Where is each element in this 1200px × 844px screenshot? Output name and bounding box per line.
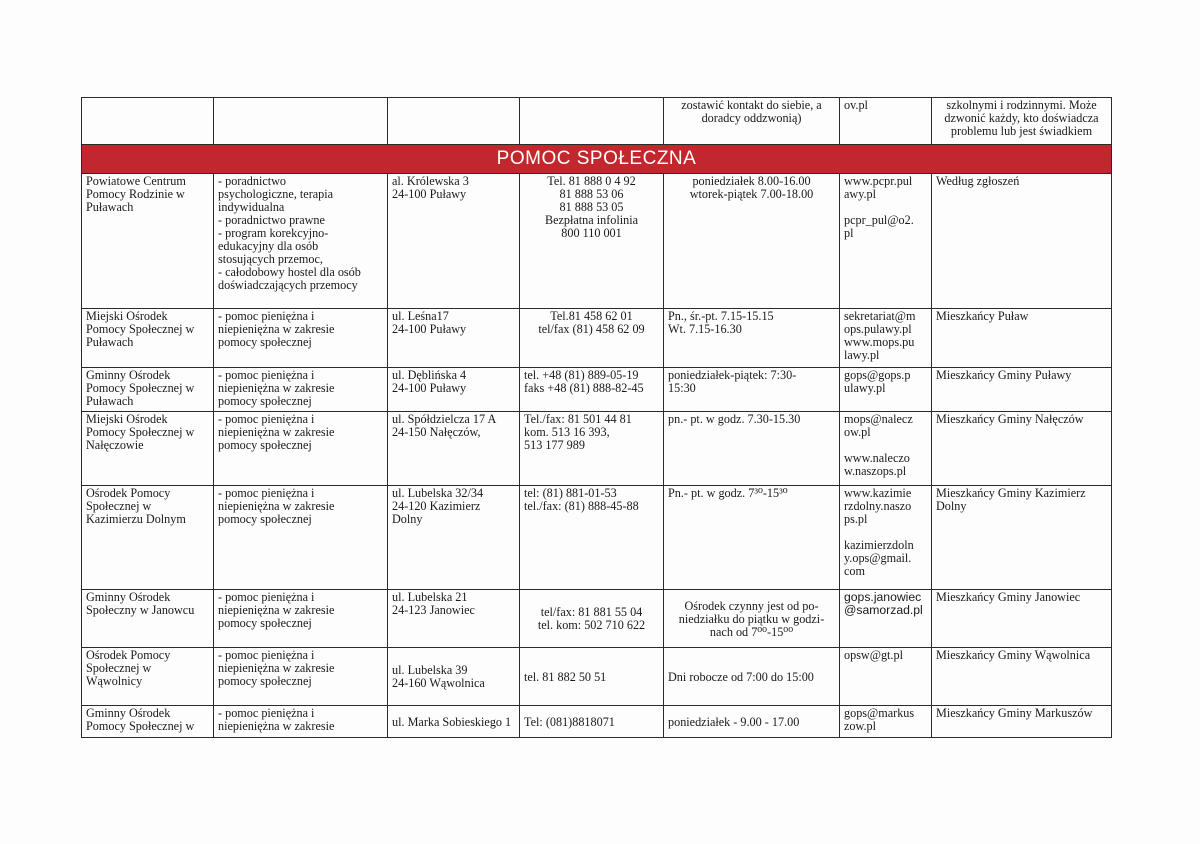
cell-who: Mieszkańcy Gminy Puławy [932, 368, 1112, 412]
cell-empty [82, 98, 214, 145]
cell-phone: tel. +48 (81) 889-05-19 faks +48 (81) 888-82-45 [520, 368, 664, 412]
cell-hours: Ośrodek czynny jest od po- niedziałku do piątku w godzi- nach od 7⁰⁰-15⁰⁰ [664, 590, 840, 648]
cell-services: - pomoc pieniężna i niepieniężna w zakresie pomocy społecznej [214, 412, 388, 486]
cell-address: ul. Lubelska 32/34 24-120 Kazimierz Dolny [388, 486, 520, 590]
cell-who: Mieszkańcy Gminy Janowiec [932, 590, 1112, 648]
cell-empty [388, 98, 520, 145]
table-row-continued [82, 98, 1112, 145]
cell-services: - pomoc pieniężna i niepieniężna w zakresie pomocy społecznej [214, 309, 388, 368]
table-row [82, 486, 1112, 590]
cell-services: - pomoc pieniężna i niepieniężna w zakresie [214, 706, 388, 738]
cell-institution: Powiatowe Centrum Pomocy Rodzinie w Puławach [82, 174, 214, 309]
cell-hours: poniedziałek-piątek: 7:30- 15:30 [664, 368, 840, 412]
cell-empty [214, 98, 388, 145]
cell-web: www.kazimie rzdolny.naszo ps.pl kazimierzdoln y.ops@gmail. com [840, 486, 932, 590]
cell-web: gops@markus zow.pl [840, 706, 932, 738]
cell-institution: Miejski Ośrodek Pomocy Społecznej w Nałęczowie [82, 412, 214, 486]
cell-address: al. Królewska 3 24-100 Puławy [388, 174, 520, 309]
cell-web: mops@nalecz ow.pl www.naleczo w.naszops.pl [840, 412, 932, 486]
cell-services: - pomoc pieniężna i niepieniężna w zakresie pomocy społecznej [214, 486, 388, 590]
cell-web: gops@gops.p ulawy.pl [840, 368, 932, 412]
table-row [82, 368, 1112, 412]
cell-institution: Ośrodek Pomocy Społecznej w Kazimierzu Dolnym [82, 486, 214, 590]
cell-who: Mieszkańcy Gminy Nałęczów [932, 412, 1112, 486]
section-banner: POMOC SPOŁECZNA [82, 145, 1112, 174]
cell-address: ul. Leśna17 24-100 Puławy [388, 309, 520, 368]
cell-web: gops.janowiec @samorzad.pl [840, 590, 932, 648]
cell-institution: Miejski Ośrodek Pomocy Społecznej w Puławach [82, 309, 214, 368]
cell-phone: tel. 81 882 50 51 [520, 648, 664, 706]
table-row [82, 174, 1112, 309]
table-row [82, 648, 1112, 706]
cell-address: ul. Lubelska 21 24-123 Janowiec [388, 590, 520, 648]
help-directory-table [81, 97, 1112, 738]
cell-who: Mieszkańcy Gminy Kazimierz Dolny [932, 486, 1112, 590]
cell-phone: tel: (81) 881-01-53 tel./fax: (81) 888-45-88 [520, 486, 664, 590]
cell-phone: Tel: (081)8818071 [520, 706, 664, 738]
cell-institution: Gminny Ośrodek Społeczny w Janowcu [82, 590, 214, 648]
cell-address: ul. Lubelska 39 24-160 Wąwolnica [388, 648, 520, 706]
cell-hours: Pn.- pt. w godz. 7³⁰-15³⁰ [664, 486, 840, 590]
cell-address: ul. Marka Sobieskiego 1 [388, 706, 520, 738]
cell-services: - pomoc pieniężna i niepieniężna w zakresie pomocy społecznej [214, 648, 388, 706]
cell-web: www.pcpr.pul awy.pl pcpr_pul@o2. pl [840, 174, 932, 309]
table-row [82, 706, 1112, 738]
cell-address: ul. Dęblińska 4 24-100 Puławy [388, 368, 520, 412]
cell-who: szkolnymi i rodzinnymi. Może dzwonić każdy, kto doświadcza problemu lub jest świadkiem [932, 98, 1112, 145]
cell-web: ov.pl [840, 98, 932, 145]
cell-hours: zostawić kontakt do siebie, a doradcy oddzwonią) [664, 98, 840, 145]
cell-who: Mieszkańcy Puław [932, 309, 1112, 368]
cell-institution: Ośrodek Pomocy Społecznej w Wąwolnicy [82, 648, 214, 706]
section-banner-row [82, 145, 1112, 174]
cell-web: sekretariat@m ops.pulawy.pl www.mops.pu lawy.pl [840, 309, 932, 368]
cell-services: - pomoc pieniężna i niepieniężna w zakresie pomocy społecznej [214, 590, 388, 648]
cell-address: ul. Spółdzielcza 17 A 24-150 Nałęczów, [388, 412, 520, 486]
cell-phone: Tel.81 458 62 01 tel/fax (81) 458 62 09 [520, 309, 664, 368]
cell-phone: tel/fax: 81 881 55 04 tel. kom: 502 710 622 [520, 590, 664, 648]
table-row [82, 590, 1112, 648]
cell-empty [520, 98, 664, 145]
cell-hours: poniedziałek 8.00-16.00 wtorek-piątek 7.00-18.00 [664, 174, 840, 309]
cell-hours: poniedziałek - 9.00 - 17.00 [664, 706, 840, 738]
cell-web: opsw@gt.pl [840, 648, 932, 706]
cell-hours: Dni robocze od 7:00 do 15:00 [664, 648, 840, 706]
cell-phone: Tel. 81 888 0 4 92 81 888 53 06 81 888 53 05 Bezpłatna infolinia 800 110 001 [520, 174, 664, 309]
cell-who: Mieszkańcy Gminy Wąwolnica [932, 648, 1112, 706]
cell-who: Według zgłoszeń [932, 174, 1112, 309]
cell-institution: Gminny Ośrodek Pomocy Społecznej w Puławach [82, 368, 214, 412]
cell-services: - poradnictwo psychologiczne, terapia indywidualna - poradnictwo prawne - program korekcyjno- edukacyjny dla osób stosujących przemoc, - całodobowy hostel dla osób doświadczających przemocy [214, 174, 388, 309]
cell-services: - pomoc pieniężna i niepieniężna w zakresie pomocy społecznej [214, 368, 388, 412]
cell-institution: Gminny Ośrodek Pomocy Społecznej w [82, 706, 214, 738]
cell-hours: pn.- pt. w godz. 7.30-15.30 [664, 412, 840, 486]
table-row [82, 309, 1112, 368]
cell-phone: Tel./fax: 81 501 44 81 kom. 513 16 393, 513 177 989 [520, 412, 664, 486]
cell-who: Mieszkańcy Gminy Markuszów [932, 706, 1112, 738]
cell-hours: Pn., śr.-pt. 7.15-15.15 Wt. 7.15-16.30 [664, 309, 840, 368]
table-row [82, 412, 1112, 486]
